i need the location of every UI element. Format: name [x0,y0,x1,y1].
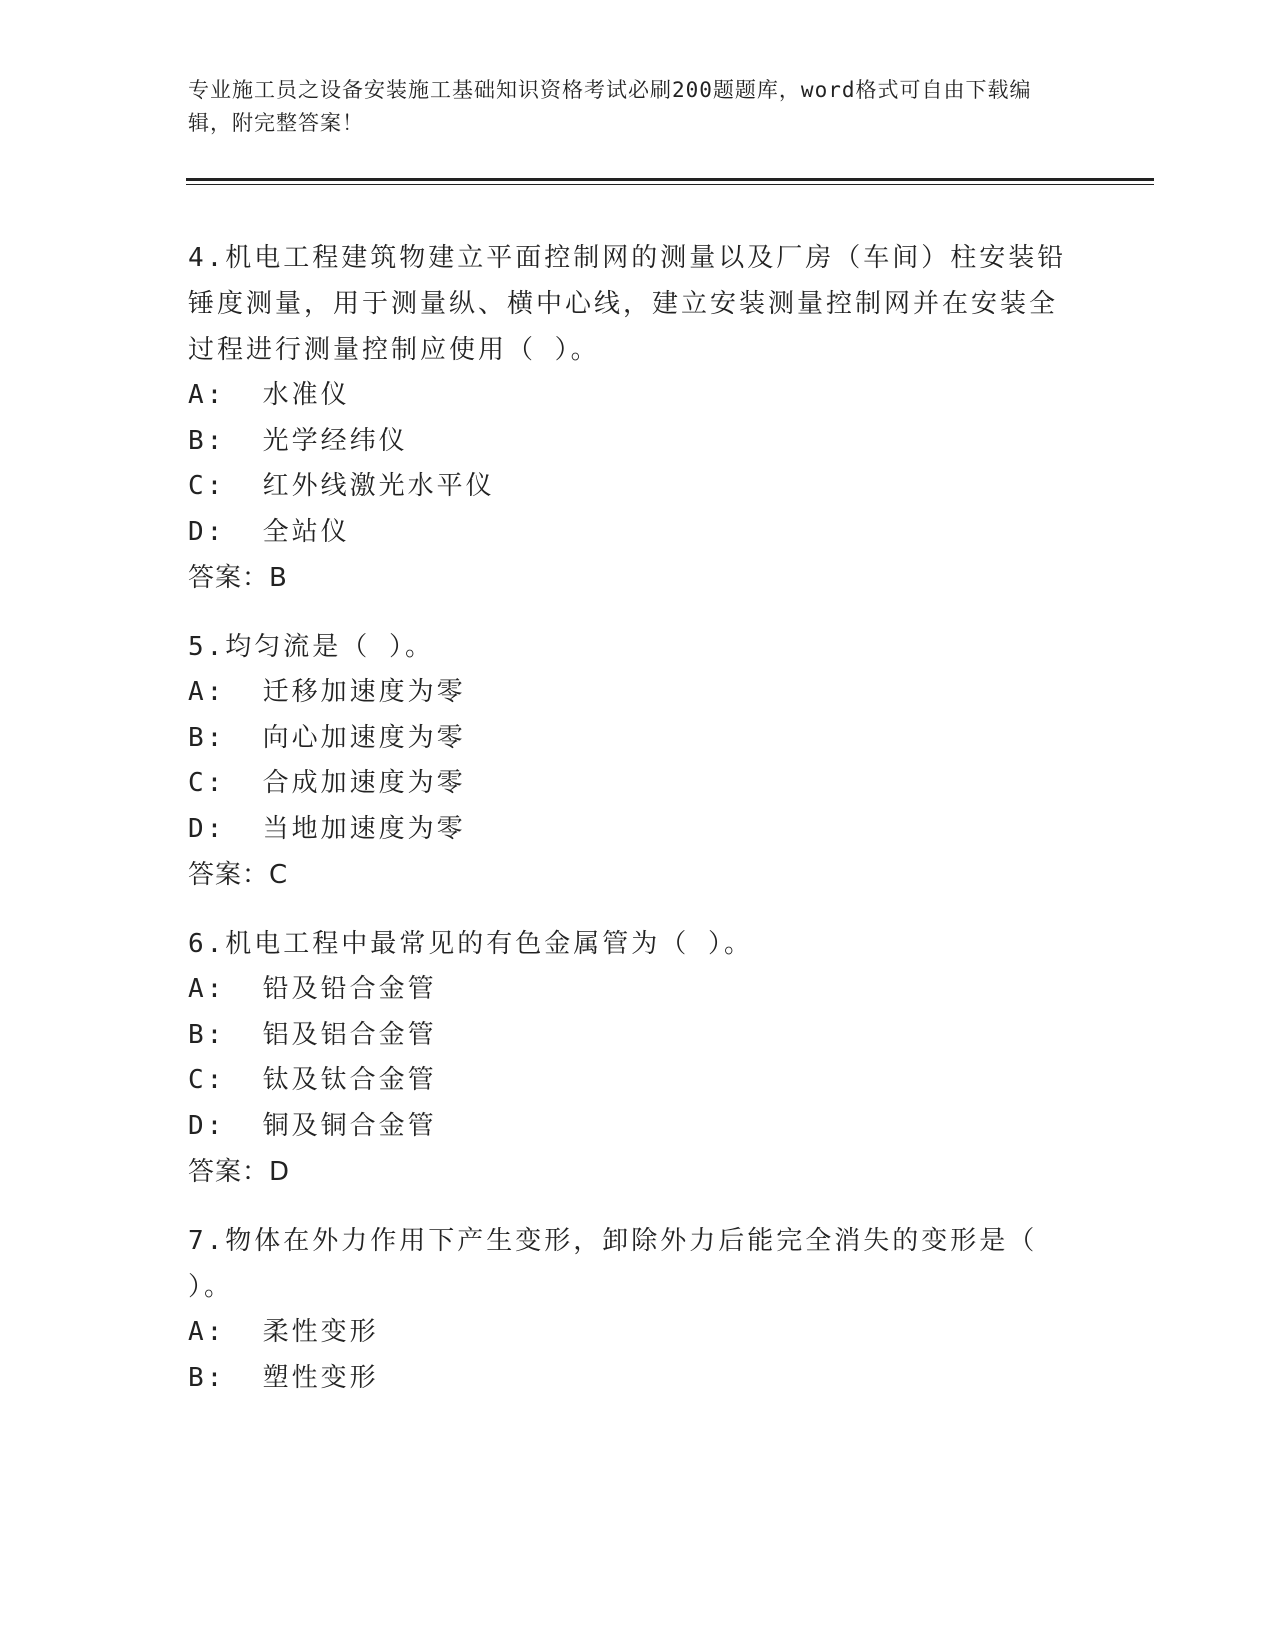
option-b: B: 塑性变形 [188,1362,379,1393]
option-b: B: 光学经纬仪 [188,425,408,456]
option-a: A: 柔性变形 [188,1317,379,1347]
question-4 [188,235,1078,601]
option-a: A: 铅及铅合金管 [188,974,437,1004]
answer: 答案：C [188,860,289,890]
option-d: D: 当地加速度为零 [188,813,466,844]
header-divider-thick [186,178,1154,181]
question-list [188,235,1078,1424]
option-c: C: 钛及钛合金管 [188,1065,437,1095]
document-header: 专业施工员之设备安装施工基础知识资格考试必刷200题题库，word格式可自由下载编辑，附完整答案！ [188,78,1032,135]
question-5 [188,624,1078,898]
answer: 答案：B [188,563,288,593]
question-stem: 6.机电工程中最常见的有色金属管为（ ）。 [188,929,753,959]
question-stem: 7.物体在外力作用下产生变形，卸除外力后能完全消失的变形是（ ）。 [188,1226,1038,1302]
option-c: C: 合成加速度为零 [188,768,466,798]
header-divider-thin [186,184,1154,185]
option-a: A: 水准仪 [188,380,350,410]
option-d: D: 铜及铜合金管 [188,1110,437,1141]
question-6 [188,921,1078,1195]
question-stem: 4.机电工程建筑物建立平面控制网的测量以及厂房（车间）柱安装铅锤度测量，用于测量纵、横中心线，建立安装测量控制网并在安装全过程进行测量控制应使用（ ）。 [188,243,1067,365]
option-b: B: 向心加速度为零 [188,722,466,753]
option-a: A: 迁移加速度为零 [188,677,466,707]
answer: 答案：D [188,1157,291,1187]
question-7 [188,1218,1078,1401]
question-stem: 5.均匀流是（ ）。 [188,632,434,662]
option-d: D: 全站仪 [188,516,350,547]
option-b: B: 铝及铝合金管 [188,1019,437,1050]
option-c: C: 红外线激光水平仪 [188,471,495,501]
